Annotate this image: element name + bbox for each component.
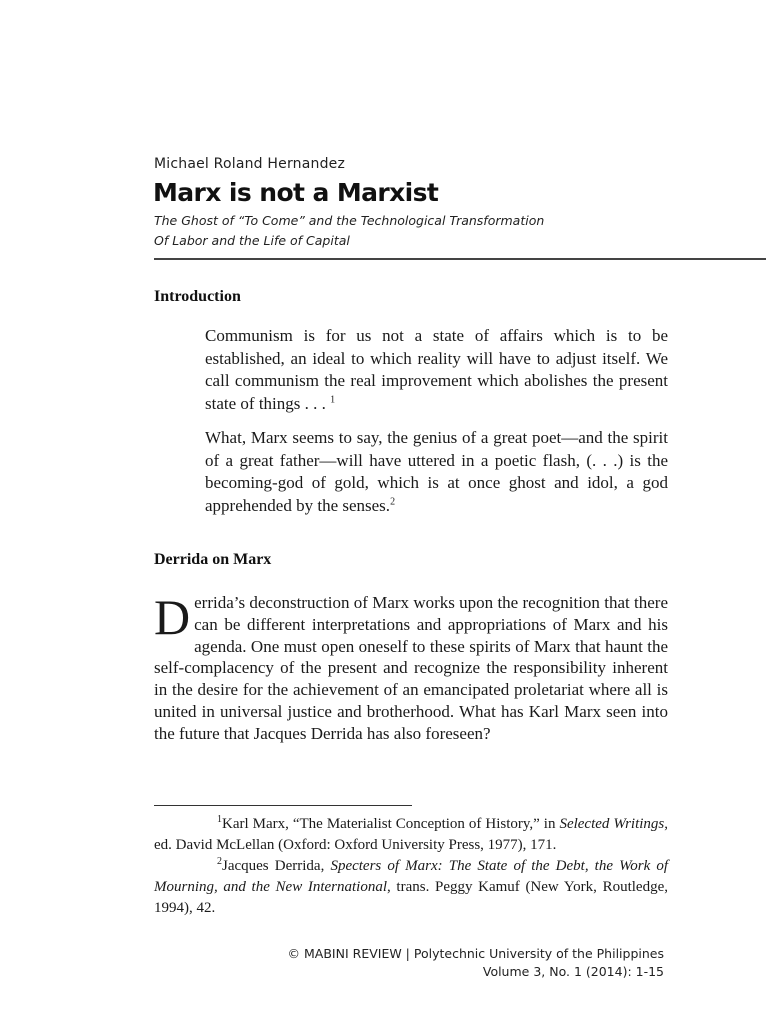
drop-cap: D xyxy=(154,589,191,645)
footnote-ref-1: 1 xyxy=(330,393,336,405)
footnote-1-book-title: Selected Writings xyxy=(559,816,665,832)
footer-journal-line: © MABINI REVIEW | Polytechnic University of the Philippines xyxy=(287,946,664,961)
author-name: Michael Roland Hernandez xyxy=(154,156,346,172)
section-heading-introduction: Introduction xyxy=(154,288,241,305)
footer-volume-line: Volume 3, No. 1 (2014): 1-15 xyxy=(482,964,664,979)
footnote-divider xyxy=(154,805,412,806)
page-footer xyxy=(154,945,664,981)
epigraph-quote-2 xyxy=(205,427,668,517)
subtitle-line-2: Of Labor and the Life of Capital xyxy=(154,233,350,248)
article-subtitle xyxy=(154,211,674,251)
title-divider xyxy=(154,258,766,260)
footnote-ref-2: 2 xyxy=(390,495,396,507)
subtitle-line-1: The Ghost of “To Come” and the Technological Transformation xyxy=(154,213,545,228)
quote-2-text: What, Marx seems to say, the genius of a great poet—and the spirit of a great father—will have uttered in a poetic flash, (. . .) is the becoming-god of gold, which is at once ghost and idol, a god apprehended by the senses. xyxy=(205,428,668,515)
footnote-2-number: 2 xyxy=(217,856,222,867)
footnote-1-number: 1 xyxy=(217,814,222,825)
body-paragraph-text: errida’s deconstruction of Marx works upon the recognition that there can be different interpretations and appropriations of Marx and his agenda. One must open oneself to these spirits of Marx that haunt the self-complacency of the present and recognize the responsibility inherent in the desire for the achievement of an emancipated proletariat where all is united in universal justice and brotherhood. What has Karl Marx seen into the future that Jacques Derrida has also foreseen? xyxy=(154,593,668,743)
footnote-1 xyxy=(154,814,668,856)
article-title: Marx is not a Marxist xyxy=(153,178,439,207)
footnote-1-suffix: , ed. David McLellan (Oxford: Oxford University Press, 1977), 171. xyxy=(154,816,668,853)
epigraph-quote-1 xyxy=(205,325,668,415)
footnote-2-suffix: , trans. Peggy Kamuf (New York, Routledge, 1994), 42. xyxy=(154,879,668,916)
body-paragraph xyxy=(154,589,668,745)
quote-1-text: Communism is for us not a state of affairs which is to be established, an ideal to which reality will have to adjust itself. We call communism the real improvement which abolishes the present state of things . . . xyxy=(205,326,668,413)
section-heading-derrida: Derrida on Marx xyxy=(154,551,272,568)
footnote-2-prefix: Jacques Derrida, xyxy=(222,858,331,874)
footnote-1-prefix: Karl Marx, “The Materialist Conception of History,” in xyxy=(222,816,560,832)
footnote-2-book-title: Specters of Marx: The State of the Debt, the Work of Mourning, and the New International xyxy=(154,858,668,895)
footnote-2 xyxy=(154,856,668,919)
footnotes xyxy=(154,814,668,919)
